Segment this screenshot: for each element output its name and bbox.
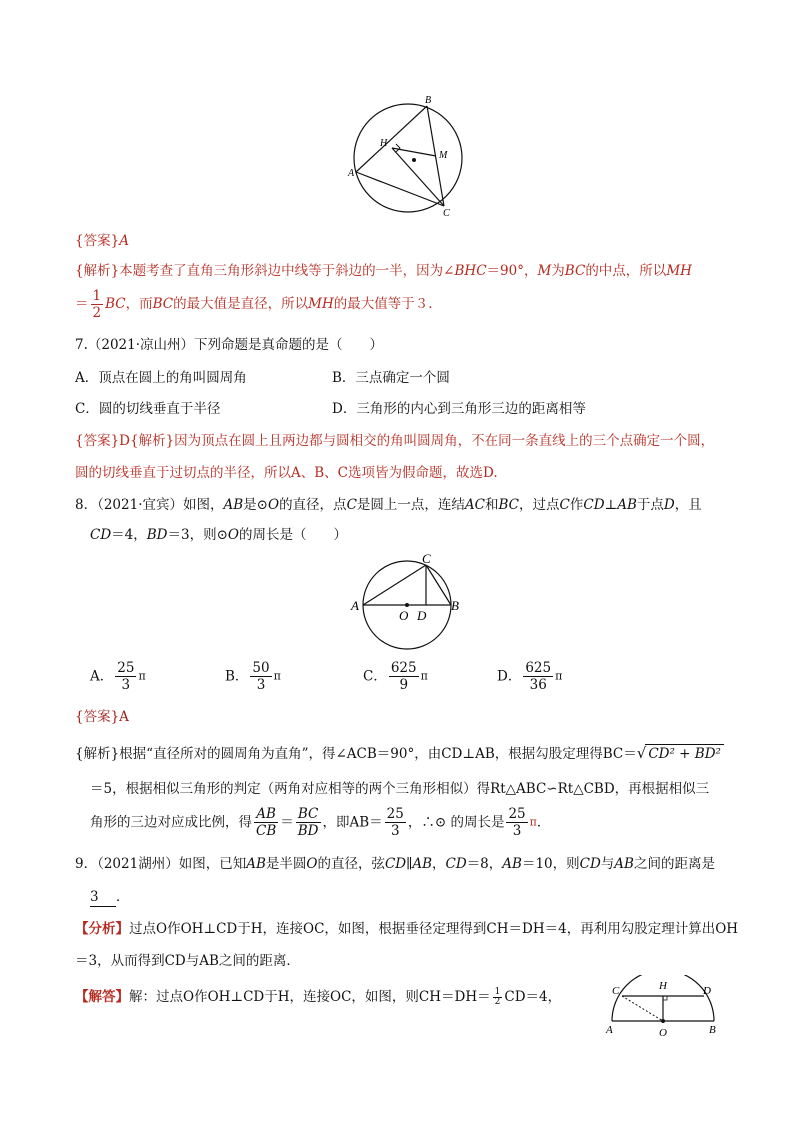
fig1-label-a: A <box>348 168 355 179</box>
q9-answer-blank: 3 ． <box>90 889 130 905</box>
q7-option-a: A．顶点在圆上的角叫圆周角 <box>75 370 247 386</box>
q8-analysis-line2: ＝5，根据相似三角形的判定（两角对应相等的两个三角形相似）得Rt△ABC∽Rt△CBD，再根据相似三 <box>90 781 710 797</box>
fig1-label-b: B <box>425 95 432 106</box>
q7-stem: 7.（2021·凉山州）下列命题是真命题的是（ ） <box>75 337 384 353</box>
q9-stem-line1: 9．（2021湖州）如图，已知AB是半圆O的直径，弦CD∥AB，CD＝8，AB＝10，则CD与AB之间的距离是 <box>75 856 715 872</box>
q9-solution: 【解答】解：过点O作OH⊥CD于H，连接OC，如图，则CH＝DH＝ $\frac{1}{2}$ CD＝4， <box>75 987 562 1007</box>
fig3-label-h: H <box>659 980 667 992</box>
fig3-label-o: O <box>659 1027 667 1039</box>
q7-option-b: B．三点确定一个圆 <box>332 370 450 386</box>
fig3-label-c: C <box>612 985 620 997</box>
fig2-label-b: B <box>451 598 459 613</box>
q7-answer-line2: 圆的切线垂直于过切点的半径，所以A、B、C选项皆为假命题，故选D. <box>75 465 498 481</box>
figure-circle-abhmc <box>345 92 465 224</box>
q9-analysis-line1: 【分析】过点O作OH⊥CD于H，连接OC，如图，根据垂径定理得到CH＝DH＝4，再利用勾股定理计算出OH <box>75 921 739 937</box>
q6-answer: {答案}A <box>75 233 129 249</box>
fraction-half: $\frac{1}{2}$ <box>92 288 102 321</box>
fig2-label-a: A <box>351 598 359 613</box>
fig3-label-d: D <box>703 985 711 997</box>
fig2-label-c: C <box>422 551 431 566</box>
q6-analysis-line1: {解析}本题考查了直角三角形斜边中线等于斜边的一半，因为∠BHC＝90°，M为BC的中点，所以MH <box>75 263 692 279</box>
figure-circle-acbd <box>345 550 470 655</box>
q8-answer: {答案}A <box>75 709 129 725</box>
fig3-label-b: B <box>709 1024 716 1036</box>
q8-analysis-line1: {解析}根据“直径所对的圆周角为直角”，得∠ACB＝90°，由CD⊥AB，根据勾股定理得BC＝√ CD² + BD² <box>75 744 724 763</box>
q8-option-c: C． $\frac{625}{9}$ π <box>363 660 428 693</box>
fig1-label-h: H <box>380 138 388 149</box>
fig2-label-o: O <box>399 608 409 623</box>
q8-option-b: B． $\frac{50}{3}$ π <box>225 660 281 693</box>
q7-option-d: D．三角形的内心到三角形三边的距离相等 <box>332 401 586 417</box>
q9-analysis-line2: ＝3，从而得到CD与AB之间的距离． <box>75 953 300 969</box>
q8-option-d: D． $\frac{625}{36}$ π <box>497 660 563 693</box>
q8-analysis-line3: 角形的三边对应成比例，得 $\frac{AB}{CB}$ ＝ $\frac{BC}{BD}$ ，即AB＝ $\frac{25}{3}$ ，∴⊙ 的周长是 $\frac{25}{3}$ π． <box>90 806 551 839</box>
q7-answer-line1: {答案}D{解析}因为顶点在圆上且两边都与圆相交的角叫圆周角，不在同一条直线上的三个点确定一个圆， <box>75 433 715 449</box>
q8-stem-line2: CD＝4，BD＝3，则⊙O的周长是（ ） <box>90 527 347 543</box>
q8-stem-line1: 8．（2021·宜宾）如图，AB是⊙O的直径，点C是圆上一点，连结AC和BC，过点C作CD⊥AB于点D，且 <box>75 497 702 513</box>
q6-analysis-line2: ＝ $\frac{1}{2}$ BC，而BC的最大值是直径，所以MH的最大值等于３. <box>75 288 433 321</box>
fig1-label-c: C <box>443 208 450 219</box>
figure-semicircle <box>600 975 725 1045</box>
q7-option-c: C．圆的切线垂直于半径 <box>75 401 221 417</box>
fig3-label-a: A <box>606 1024 613 1036</box>
q8-option-a: A． $\frac{25}{3}$ π <box>90 660 146 693</box>
fig2-label-d: D <box>417 608 427 623</box>
fig1-label-m: M <box>439 150 448 161</box>
